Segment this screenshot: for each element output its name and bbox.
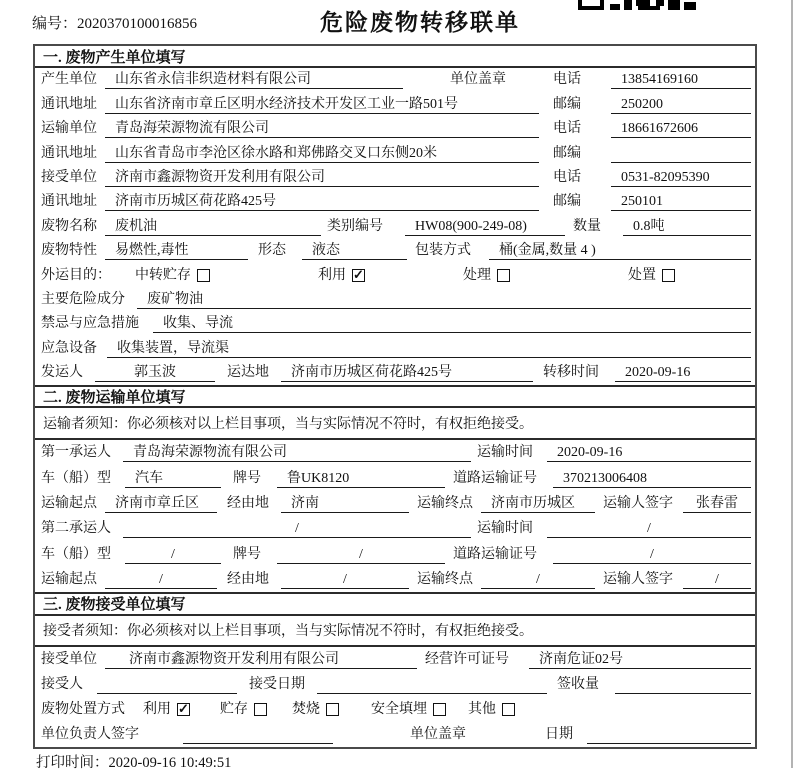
- plate-label: 牌号: [233, 470, 261, 486]
- check-mark-icon: ✓: [178, 700, 189, 716]
- packaging-value: 桶(金属,数量 4 ): [489, 241, 751, 260]
- row-route-2: [35, 567, 755, 592]
- producer-zip-value: 250200: [611, 95, 751, 114]
- field-label: 主要危险成分: [41, 291, 125, 307]
- date-value: [587, 725, 751, 744]
- row-responsible-signature: [35, 722, 755, 747]
- field-label: 通讯地址: [41, 194, 97, 210]
- page-header: [0, 0, 796, 44]
- option-label: 贮存: [220, 701, 248, 717]
- received-amount-label: 签收量: [557, 676, 599, 692]
- row-first-carrier: [35, 440, 755, 465]
- receiver-notice: 接受者须知：你必须核对以上栏目事项，当与实际情况不符时，有权拒绝接受。: [35, 616, 755, 647]
- route-start-value: 济南市章丘区: [105, 494, 217, 513]
- purpose-option-utilize: [318, 266, 365, 285]
- disposal-option-landfill: [371, 700, 446, 719]
- section-1-header: 一. 废物产生单位填写: [35, 46, 755, 68]
- field-label: 第二承运人: [41, 521, 111, 537]
- option-label: 利用: [143, 701, 171, 717]
- waste-name-value: 废机油: [105, 217, 321, 236]
- field-label: 通讯地址: [41, 145, 97, 161]
- serial-label: 编号：: [32, 16, 78, 32]
- transfer-time-label: 转移时间: [543, 365, 599, 381]
- checkbox-unchecked: [326, 703, 339, 716]
- row-waste-property: [35, 239, 755, 263]
- disposal-option-storage: [220, 700, 267, 719]
- zip-label: 邮编: [553, 96, 581, 112]
- checkbox-unchecked: [254, 703, 267, 716]
- via-value: 济南: [281, 494, 409, 513]
- row-producer-address: [35, 92, 755, 116]
- checkbox-unchecked: [497, 269, 510, 282]
- license-label: 经营许可证号: [425, 651, 509, 667]
- accept-date-label: 接受日期: [249, 676, 305, 692]
- receiver-phone-value: 0531-82095390: [611, 168, 751, 187]
- checkbox-unchecked: [502, 703, 515, 716]
- form-state-label: 形态: [258, 243, 286, 259]
- purpose-option-treat: [463, 266, 510, 285]
- unit-seal-label: 单位盖章: [450, 72, 506, 88]
- transport-time-value: 2020-09-16: [547, 443, 751, 462]
- acceptor-value: [97, 675, 237, 694]
- accepting-unit-value: 济南市鑫源物资开发利用有限公司: [105, 650, 417, 669]
- zip-label: 邮编: [553, 145, 581, 161]
- checkbox-checked: [177, 700, 190, 716]
- receiver-zip-value: 250101: [611, 192, 751, 211]
- transporter-notice: 运输者须知：你必须核对以上栏目事项，当与实际情况不符时，有权拒绝接受。: [35, 408, 755, 440]
- check-mark-icon: ✓: [353, 266, 364, 282]
- field-label: 发运人: [41, 365, 83, 381]
- vehicle-type-2-value: /: [125, 545, 221, 564]
- field-label: 运输起点: [41, 495, 97, 511]
- receiver-unit-value: 济南市鑫源物资开发利用有限公司: [105, 168, 539, 187]
- print-time-value: 2020-09-16 10:49:51: [108, 755, 232, 771]
- date-label: 日期: [545, 726, 573, 742]
- field-label: 产生单位: [41, 72, 97, 88]
- transfer-time-value: 2020-09-16: [615, 363, 751, 382]
- vehicle-type-value: 汽车: [125, 469, 221, 488]
- field-label: 禁忌与应急措施: [41, 316, 139, 332]
- route-end-2-value: /: [481, 570, 595, 589]
- zip-label: 邮编: [553, 194, 581, 210]
- transport-time-label: 运输时间: [477, 521, 533, 537]
- transport-phone-value: 18661672606: [611, 119, 751, 138]
- row-emergency-measures: [35, 312, 755, 336]
- transport-time-2-value: /: [547, 519, 751, 538]
- field-label: 废物名称: [41, 218, 97, 234]
- row-transport-unit: [35, 117, 755, 141]
- unit-seal-label: 单位盖章: [410, 726, 466, 742]
- field-label: 通讯地址: [41, 96, 97, 112]
- plate-2-value: /: [277, 545, 445, 564]
- road-permit-2-value: /: [553, 545, 751, 564]
- field-label: 废物特性: [41, 243, 97, 259]
- field-label: 接受单位: [41, 169, 97, 185]
- print-time: [36, 751, 231, 772]
- destination-value: 济南市历城区荷花路425号: [281, 363, 533, 382]
- carrier-sign-value: 张春雷: [683, 494, 751, 513]
- disposal-option-incinerate: [292, 700, 339, 719]
- transport-zip-value: [611, 144, 751, 163]
- purpose-option-storage: [135, 266, 210, 285]
- accept-date-value: [317, 675, 547, 694]
- emergency-equipment-value: 收集装置，导流渠: [107, 339, 751, 358]
- checkbox-unchecked: [433, 703, 446, 716]
- serial-value: 2020370100016856: [77, 16, 198, 32]
- field-label: 车（船）型: [41, 470, 111, 486]
- row-receiver-address: [35, 190, 755, 214]
- page-title: 危险废物转移联单: [320, 10, 520, 35]
- row-transfer-purpose: [35, 263, 755, 287]
- option-label: 焚烧: [292, 701, 320, 717]
- option-label: 其他: [468, 701, 496, 717]
- row-main-hazard: [35, 288, 755, 312]
- waste-property-value: 易燃性,毒性: [105, 241, 248, 260]
- page-right-border: [791, 0, 793, 768]
- packaging-label: 包装方式: [415, 243, 471, 259]
- field-label: 外运目的：: [41, 267, 111, 283]
- form-table: [33, 44, 757, 749]
- row-transport-address: [35, 141, 755, 165]
- section-2-header: 二. 废物运输单位填写: [35, 385, 755, 408]
- first-carrier-value: 青岛海荣源物流有限公司: [123, 443, 471, 462]
- road-permit-label: 道路运输证号: [453, 470, 537, 486]
- row-accepting-unit: [35, 647, 755, 672]
- producer-unit-value: 山东省永信非织造材料有限公司: [105, 70, 403, 89]
- row-emergency-equipment: [35, 336, 755, 360]
- field-label: 车（船）型: [41, 546, 111, 562]
- category-code-label: 类别编号: [327, 218, 383, 234]
- category-code-value: HW08(900-249-08): [405, 217, 565, 236]
- via-label: 经由地: [227, 571, 269, 587]
- carrier-sign-label: 运输人签字: [603, 571, 673, 587]
- phone-label: 电话: [553, 72, 581, 88]
- plate-label: 牌号: [233, 546, 261, 562]
- row-second-carrier: [35, 516, 755, 541]
- responsible-signature-value: [183, 725, 333, 744]
- field-label: 废物处置方式: [41, 701, 125, 717]
- section-3-header: 三. 废物接受单位填写: [35, 592, 755, 616]
- transport-time-label: 运输时间: [477, 445, 533, 461]
- field-label: 运输起点: [41, 571, 97, 587]
- row-waste-name: [35, 214, 755, 238]
- disposal-option-utilize: [143, 700, 190, 719]
- road-permit-value: 370213006408: [553, 469, 751, 488]
- option-label: 安全填埋: [371, 701, 427, 717]
- row-producer-unit: [35, 68, 755, 92]
- checkbox-unchecked: [197, 269, 210, 282]
- checkbox-checked: [352, 266, 365, 282]
- option-label: 中转贮存: [135, 267, 191, 283]
- checkbox-unchecked: [662, 269, 675, 282]
- road-permit-label: 道路运输证号: [453, 546, 537, 562]
- row-consignor: [35, 361, 755, 385]
- emergency-measures-value: 收集、导流: [153, 314, 751, 333]
- transport-unit-value: 青岛海荣源物流有限公司: [105, 119, 539, 138]
- field-label: 第一承运人: [41, 445, 111, 461]
- transport-address-value: 山东省青岛市李沧区徐水路和郑佛路交叉口东侧20米: [105, 144, 539, 163]
- license-value: 济南危证02号: [529, 650, 751, 669]
- received-amount-value: [615, 675, 751, 694]
- main-hazard-value: 废矿物油: [137, 290, 751, 309]
- field-label: 接受单位: [41, 651, 97, 667]
- print-time-label: 打印时间：: [36, 755, 109, 771]
- quantity-value: 0.8吨: [623, 217, 751, 236]
- row-vehicle-1: [35, 465, 755, 490]
- row-acceptor: [35, 672, 755, 697]
- row-receiver-unit: [35, 166, 755, 190]
- field-label: 单位负责人签字: [41, 726, 139, 742]
- route-end-value: 济南市历城区: [481, 494, 595, 513]
- via-2-value: /: [281, 570, 409, 589]
- producer-phone-value: 13854169160: [611, 70, 751, 89]
- row-route-1: [35, 491, 755, 516]
- option-label: 处置: [628, 267, 656, 283]
- form-state-value: 液态: [302, 241, 407, 260]
- route-end-label: 运输终点: [417, 571, 473, 587]
- field-label: 应急设备: [41, 340, 97, 356]
- via-label: 经由地: [227, 495, 269, 511]
- carrier-sign-2-value: /: [683, 570, 751, 589]
- row-disposal-method: [35, 697, 755, 722]
- route-start-2-value: /: [105, 570, 217, 589]
- field-label: 接受人: [41, 676, 83, 692]
- option-label: 利用: [318, 267, 346, 283]
- disposal-option-other: [468, 700, 515, 719]
- row-vehicle-2: [35, 541, 755, 566]
- second-carrier-value: /: [123, 519, 471, 538]
- qr-code-fragment: [578, 0, 696, 10]
- phone-label: 电话: [553, 169, 581, 185]
- field-label: 运输单位: [41, 121, 97, 137]
- plate-value: 鲁UK8120: [277, 469, 445, 488]
- phone-label: 电话: [553, 121, 581, 137]
- option-label: 处理: [463, 267, 491, 283]
- carrier-sign-label: 运输人签字: [603, 495, 673, 511]
- destination-label: 运达地: [227, 365, 269, 381]
- consignor-value: 郭玉波: [95, 363, 215, 382]
- quantity-label: 数量: [573, 218, 601, 234]
- receiver-address-value: 济南市历城区荷花路425号: [105, 192, 539, 211]
- route-end-label: 运输终点: [417, 495, 473, 511]
- producer-address-value: 山东省济南市章丘区明水经济技术开发区工业一路501号: [105, 95, 539, 114]
- purpose-option-dispose: [628, 266, 675, 285]
